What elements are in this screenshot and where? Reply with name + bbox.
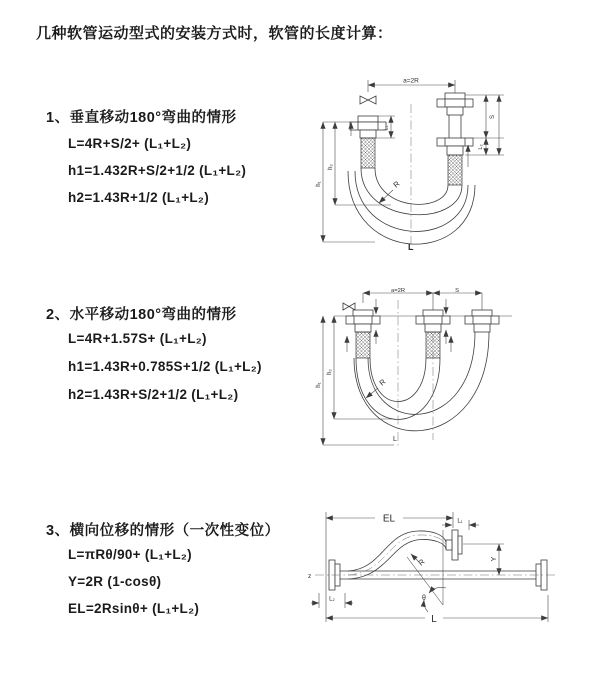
section-3-formula-y: Y=2R (1-cosθ): [68, 574, 162, 589]
hose-u-bend-curves: [354, 332, 489, 431]
dim-a2r-s: [363, 288, 482, 312]
section-1-formula-h1: h1=1.432R+S/2+1/2 (L₁+L₂): [68, 163, 247, 178]
section-2-formula-h1: h1=1.43R+0.785S+1/2 (L₁+L₂): [68, 359, 262, 374]
section-2-formula-h2: h2=1.43R+S/2+1/2 (L₁+L₂): [68, 387, 239, 402]
section-3-heading: 3、横向位移的情形（一次性变位）: [46, 523, 280, 539]
dim-label-a2r: a=2R: [390, 287, 406, 294]
dim-label-r: R: [391, 179, 402, 190]
dim-label-h1: h₁: [316, 181, 322, 187]
dim-label-y: Y: [491, 556, 498, 562]
dim-label-l: L: [408, 242, 414, 252]
dim-label-l1: L₁: [383, 125, 390, 131]
diagram-horizontal-move-180-bend: [316, 288, 526, 460]
dim-label-l: L: [393, 436, 397, 443]
left-flange-assembly: [346, 310, 380, 358]
section-3-formula-length: L=πRθ/90+ (L₁+L₂): [68, 547, 192, 562]
top-right-flange: [446, 530, 462, 560]
section-1-formula-length: L=4R+S/2+ (L₁+L₂): [68, 136, 192, 151]
dim-label-r: R: [377, 377, 388, 388]
valve-icon: [343, 303, 355, 310]
centerline-mark: z: [308, 573, 312, 580]
braided-hose-section: [361, 138, 375, 168]
diagram-lateral-displacement: [303, 500, 600, 640]
dim-label-s: S: [490, 114, 496, 120]
dim-label-a2r: a=2R: [403, 77, 419, 85]
dim-label-l2: L₂: [329, 596, 335, 603]
dim-a2r: [368, 78, 455, 97]
dim-label-h2: h₂: [327, 369, 333, 375]
section-2-heading: 2、水平移动180°弯曲的情形: [46, 307, 237, 323]
dim-label-r: R: [416, 557, 427, 568]
dim-l1: [442, 519, 479, 531]
section-1-formula-h2: h2=1.43R+1/2 (L₁+L₂): [68, 190, 210, 205]
dim-label-el: EL: [382, 513, 396, 525]
dim-l2: [311, 593, 353, 608]
dim-label-l2: L₂: [478, 144, 484, 150]
section-3-formula-el: EL=2Rsinθ+ (L₁+L₂): [68, 601, 200, 616]
right-flange-assembly: [437, 93, 473, 185]
hose-s-curve: [348, 531, 446, 579]
dim-l: [326, 595, 548, 625]
dim-y: [463, 544, 504, 575]
dim-label-l: L: [431, 614, 437, 625]
dim-label-theta: θ: [422, 595, 426, 602]
page-title: 几种软管运动型式的安装方式时，软管的长度计算：: [36, 25, 393, 42]
valve-icon: [360, 96, 376, 104]
left-flange-assembly: [350, 116, 386, 168]
diagram-vertical-move-180-bend: [313, 72, 518, 254]
section-1-heading: 1、垂直移动180°弯曲的情形: [46, 110, 237, 126]
section-2-formula-length: L=4R+1.57S+ (L₁+L₂): [68, 331, 207, 346]
dim-label-s: S: [455, 287, 459, 294]
dim-label-h2: h₂: [328, 164, 334, 170]
dim-label-h1: h₁: [316, 382, 322, 388]
braided-hose-section: [356, 332, 370, 358]
braided-hose-section: [448, 155, 462, 185]
dim-h1-h2: [316, 122, 391, 242]
dim-label-l1: L₁: [457, 518, 463, 525]
radius-callout: [379, 179, 402, 203]
right-flange-assembly: [465, 310, 499, 332]
